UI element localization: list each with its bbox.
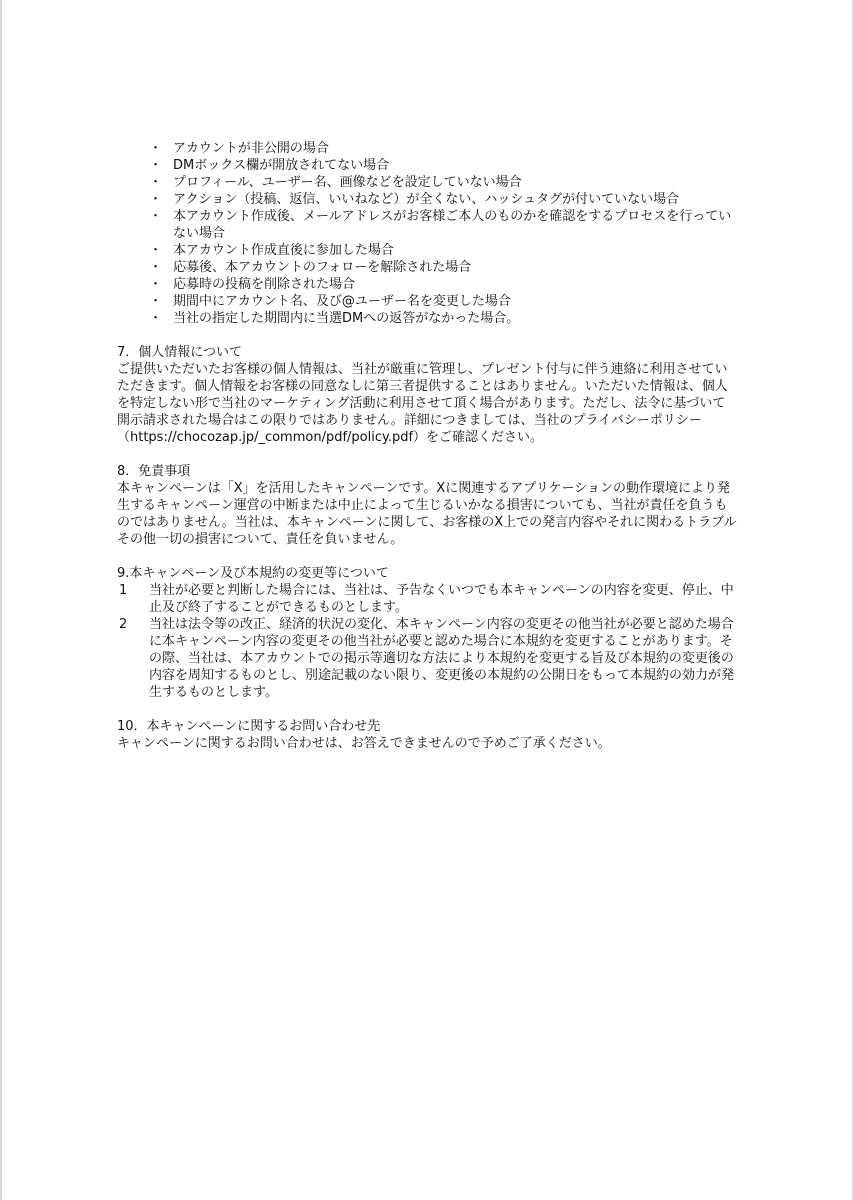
list-item [117,140,737,157]
item-number: 2 [119,617,128,632]
changes-list [117,582,737,701]
list-item-text: 当社が必要と判断した場合には、当社は、予告なくいつでも本キャンペーンの内容を変更、停止、中止及び終了することができるものとします。 [149,583,734,615]
changes-section [117,565,737,701]
list-item [117,582,737,616]
section-heading-privacy: 7．個人情報について [117,345,243,360]
list-item [117,242,737,259]
list-item-text: 当社は法令等の改正、経済的状況の変化、本キャンペーン内容の変更その他当社が必要と認めた場合に本キャンペーン内容の変更その他当社が必要と認めた場合に本規約を変更することがあります。その際、当社は、本アカウントでの掲示等適切な方法により本規約を変更する旨及び本規約の変更後の内容を周知するものとし、別途記載のない限り、変更後の本規約の公開日をもって本規約の効力が発生するものとします。 [149,617,735,700]
disclaimer-paragraph: 本キャンペーンは「X」を活用したキャンペーンです。Xに関連するアプリケーションの動作環境により発生するキャンペーン運営の中断または中止によって生じるいかなる損害についても、当社が責任を負うものではありません。当社は、本キャンペーンに関して、お客様のX上での発言内容やそれに関わるトラブルその他一切の損害について、責任を負いません。 [117,481,737,547]
list-item-text: アクション（投稿、返信、いいねなど）が全くない、ハッシュタグが付いていない場合 [173,192,680,207]
disclaimer-section [117,463,737,548]
section-heading-changes: 9.本キャンペーン及び本規約の変更等について [117,566,389,581]
contact-paragraph: キャンペーンに関するお問い合わせは、お答えできませんので予めご了承ください。 [117,736,611,751]
list-item-text: 応募時の投稿を削除された場合 [173,277,356,292]
list-item-text: 本アカウント作成後、メールアドレスがお客様ご本人のものかを確認をするプロセスを行っていない場合 [173,209,732,241]
bullet-mark: ・ [149,158,163,173]
bullet-mark: ・ [149,209,163,224]
bullet-mark: ・ [149,311,163,326]
bullet-mark: ・ [149,294,163,309]
bullet-mark: ・ [149,141,163,156]
disqualification-list [117,140,737,327]
document-body [117,140,737,752]
privacy-paragraph: ご提供いただいたお客様の個人情報は、当社が厳重に管理し、プレゼント付与に伴う連絡に利用させていただきます。個人情報をお客様の同意なしに第三者提供することはありません。いただいた情報は、個人を特定しない形で当社のマーケティング活動に利用させて頂く場合があります。ただし、法令に基づいて開示請求された場合はこの限りではありません。詳細につきましては、当社のプライバシーポリシー（https://chocozap.jp/_common/pdf/policy.pdf）をご確認ください。 [117,362,728,445]
list-item-text: 期間中にアカウント名、及び@ユーザー名を変更した場合 [173,294,511,309]
list-item [117,191,737,208]
page-left-edge [0,0,2,1200]
list-item-text: 当社の指定した期間内に当選DMへの返答がなかった場合。 [173,311,520,326]
list-item [117,174,737,191]
list-item-text: プロフィール、ユーザー名、画像などを設定していない場合 [173,175,522,190]
list-item-text: 本アカウント作成直後に参加した場合 [173,243,394,258]
list-item-text: アカウントが非公開の場合 [173,141,329,156]
list-item-text: DMボックス欄が開放されてない場合 [173,158,390,173]
contact-section [117,718,737,752]
list-item-text: 応募後、本アカウントのフォローを解除された場合 [173,260,472,275]
list-item [117,276,737,293]
section-heading-disclaimer: 8．免責事項 [117,464,191,479]
list-item [117,157,737,174]
section-heading-contact: 10．本キャンペーンに関するお問い合わせ先 [117,719,381,734]
list-item [117,293,737,310]
list-item [117,208,737,242]
list-item [117,259,737,276]
bullet-mark: ・ [149,277,163,292]
bullet-mark: ・ [149,192,163,207]
bullet-mark: ・ [149,243,163,258]
item-number: 1 [119,583,128,598]
bullet-mark: ・ [149,175,163,190]
list-item [117,310,737,327]
bullet-mark: ・ [149,260,163,275]
list-item [117,616,737,701]
privacy-section [117,344,737,446]
